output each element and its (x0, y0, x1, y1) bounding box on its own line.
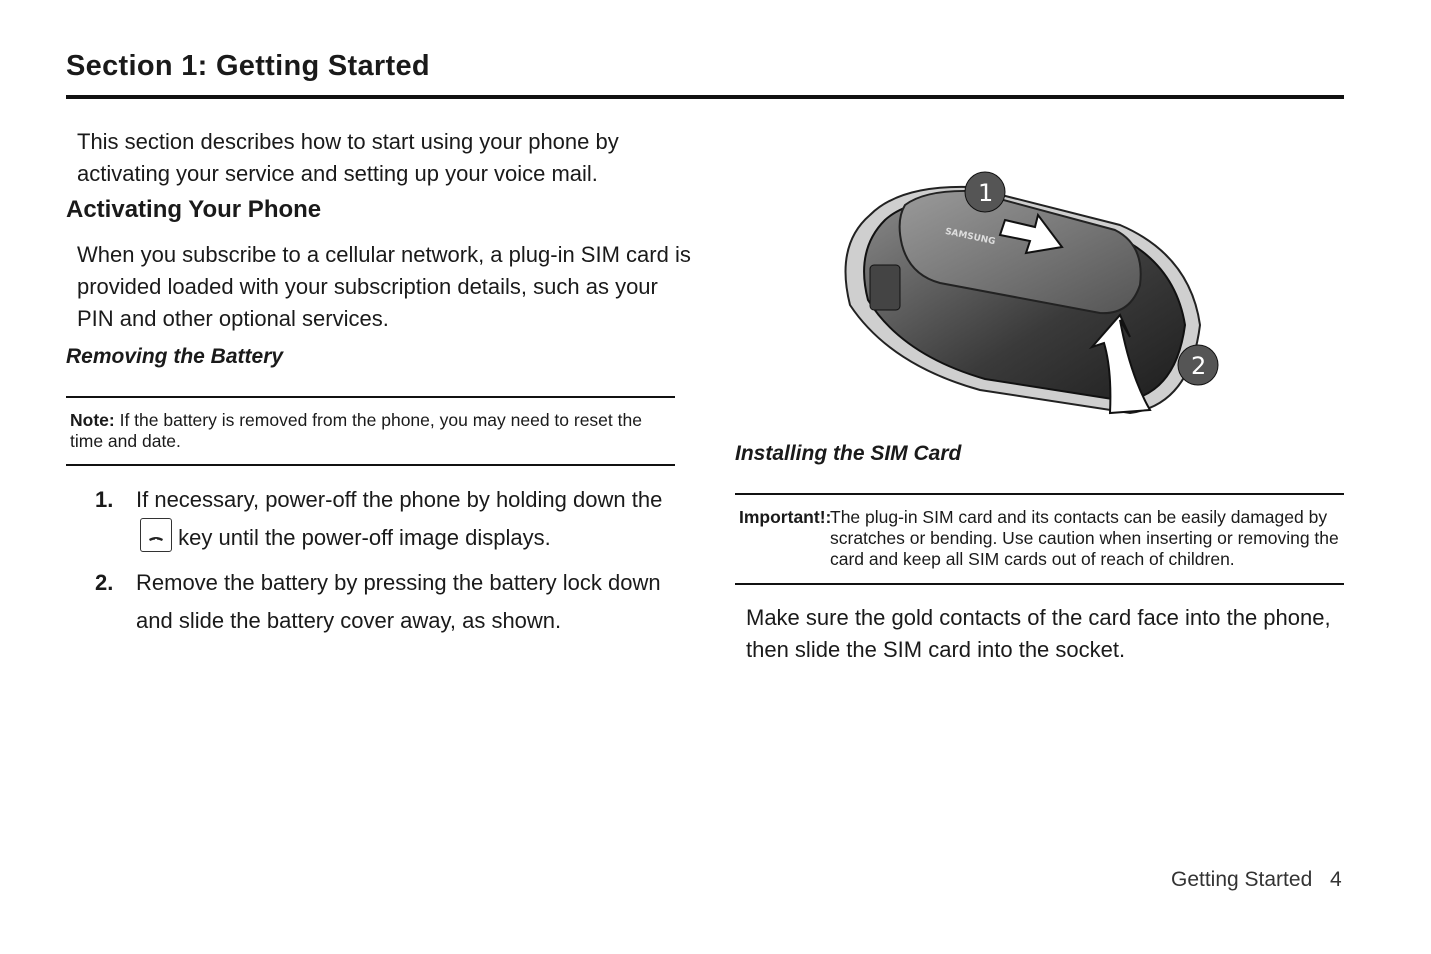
intro-paragraph: This section describes how to start using your phone by activating your service and setting up your voice mail. (77, 129, 619, 186)
page-title: Section 1: Getting Started (66, 50, 430, 82)
heading-removing-the-battery: Removing the Battery (66, 345, 284, 368)
step-1-text-after: key until the power-off image displays. (178, 525, 551, 550)
footer-section-label: Getting Started (1171, 868, 1313, 891)
important-bottom-rule (735, 583, 1344, 585)
step-number: 1. (95, 487, 114, 512)
heading-activating-your-phone: Activating Your Phone (66, 196, 322, 223)
important-label: Important!: (739, 507, 832, 527)
step-1-text-before: If necessary, power-off the phone by holding down the (136, 487, 663, 512)
important-text: The plug-in SIM card and its contacts can be easily damaged by scratches or bending. Use caution when inserting or removing the card and keep all SIM cards out of reach of children. (830, 507, 1339, 569)
important-top-rule (735, 493, 1344, 495)
sim-paragraph: Make sure the gold contacts of the card face into the phone, then slide the SIM card into the socket. (746, 605, 1331, 662)
step-1 (95, 481, 695, 561)
note-top-rule (66, 396, 675, 398)
title-rule (66, 95, 1344, 99)
step-2 (95, 564, 695, 644)
note-box (70, 410, 670, 452)
note-text: If the battery is removed from the phone, you may need to reset the time and date. (70, 410, 642, 451)
samsung-logo: SAMSUNG (944, 226, 997, 248)
activating-paragraph: When you subscribe to a cellular network, a plug-in SIM card is provided loaded with your subscription details, such as your PIN and other optional services. (77, 242, 691, 331)
note-bottom-rule (66, 464, 675, 466)
callout-2: 2 (1191, 352, 1207, 380)
page-number: 4 (1330, 868, 1342, 891)
step-number: 2. (95, 570, 114, 595)
phone-battery-cover-illustration (830, 165, 1230, 425)
note-label: Note: (70, 410, 115, 430)
end-key-icon (140, 518, 172, 552)
step-2-text: Remove the battery by pressing the battery lock down and slide the battery cover away, as shown. (136, 570, 661, 633)
callout-1: 1 (978, 179, 994, 207)
heading-installing-the-sim-card: Installing the SIM Card (735, 442, 962, 465)
